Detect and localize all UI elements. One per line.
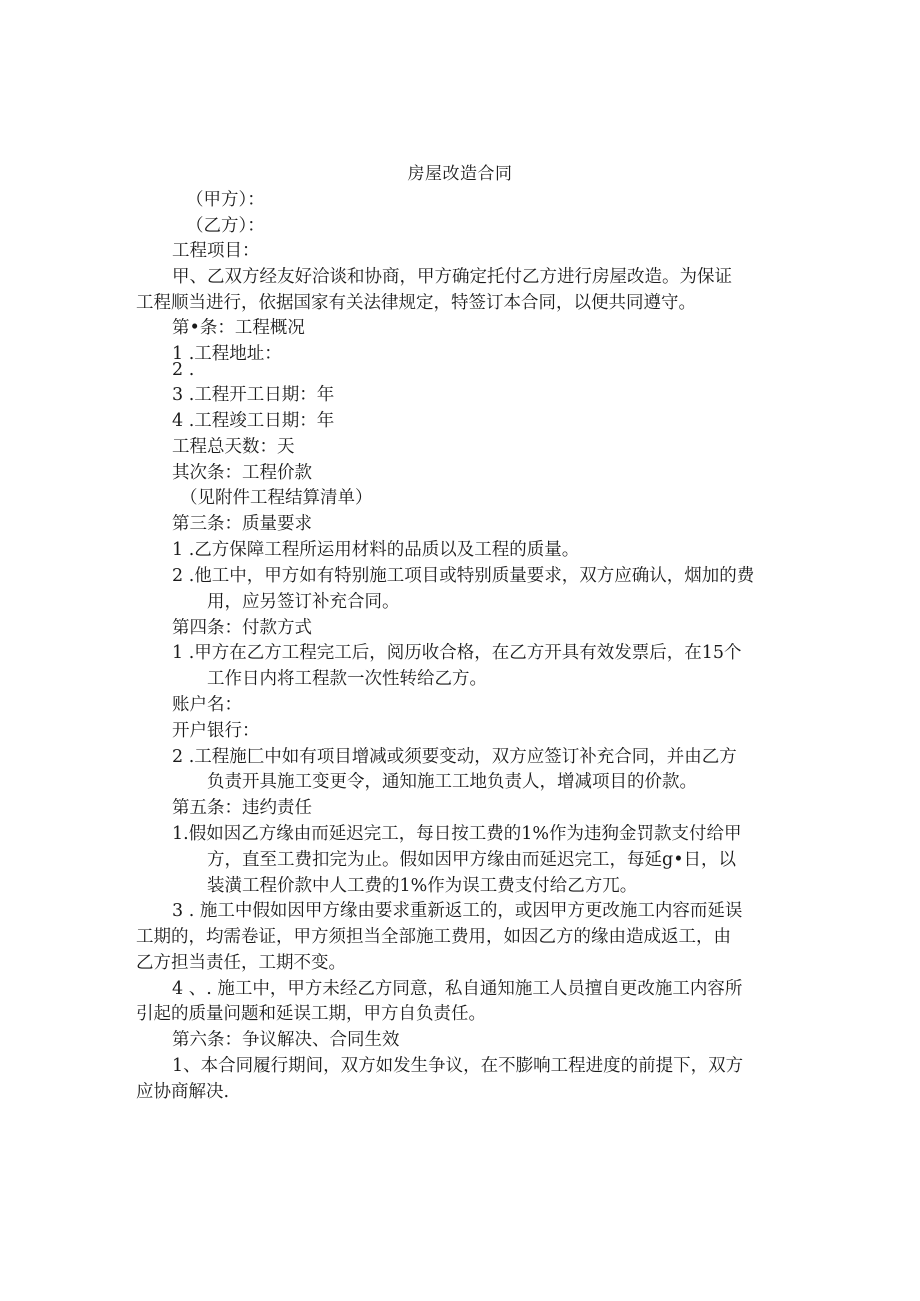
article-4-item-1-line-2: 工作日内将工程款一次性转给乙方。 <box>207 669 487 689</box>
article-1-item-3: 3 .工程开工日期：年 <box>172 385 335 405</box>
article-5-item-1-line-3: 装潢工程价款中人工费的1%作为误工费支付给乙方兀。 <box>207 876 638 896</box>
party-a-line: （甲方）： <box>186 190 265 210</box>
article-5-item-1-line-2: 方，直至工费扣完为止。假如因甲方缘由而延迟完工，每延g•日，以 <box>207 850 737 870</box>
article-1-total-days: 工程总天数：天 <box>172 437 295 457</box>
article-4-item-1-line-1: 1 .甲方在乙方工程完工后，阅历收合格，在乙方开具有效发票后，在15个 <box>172 643 742 663</box>
article-5-item-4-line-1: 4 、. 施工中，甲方未经乙方同意，私自通知施工人员擅自更改施工内容所 <box>172 979 743 999</box>
article-5-item-1-line-1: 1.假如因乙方缘由而延迟完工，每日按工费的1%作为违狗金罚款支付给甲 <box>172 824 742 844</box>
article-2-note: （见附件工程结算清单） <box>180 488 373 508</box>
article-6-item-1-line-1: 1、本合同履行期间，双方如发生争议，在不膨响工程进度的前提下，双方 <box>172 1056 744 1076</box>
article-3-item-2-line-2: 用，应另签订补充合同。 <box>207 592 400 612</box>
article-4-item-2-line-1: 2 .工程施匚中如有项目增减或须要变动，双方应签订补充合同，并由乙方 <box>172 747 737 767</box>
article-5-item-3-line-1: 3 . 施工中假如因甲方缘由要求重新返工的，或因甲方更改施工内容而延误 <box>172 901 743 921</box>
article-1-item-4: 4 .工程竣工日期：年 <box>172 411 335 431</box>
article-4-item-2-line-2: 负责开具施工变更令，通知施工工地负责人，增减项目的价款。 <box>207 772 697 792</box>
article-1-item-2: 2 . <box>172 360 195 380</box>
article-3-heading: 第三条：质量要求 <box>172 514 312 534</box>
article-5-item-4-line-2: 引起的质量问题和延误工期，甲方自负责任。 <box>136 1004 486 1024</box>
article-3-item-1: 1 .乙方保障工程所运用材料的品质以及工程的质量。 <box>172 540 580 560</box>
article-5-item-3-line-3: 乙方担当责任，工期不变。 <box>136 953 346 973</box>
article-6-item-1-line-2: 应协商解决. <box>136 1082 230 1102</box>
intro-line-2: 工程顺当进行，依据国家有关法律规定，特签订本合同，以便共同遵守。 <box>136 293 696 313</box>
article-6-heading: 第六条：争议解决、合同生效 <box>172 1030 400 1050</box>
document-title: 房屋改造合同 <box>407 164 513 184</box>
article-2-heading: 其次条：工程价款 <box>172 463 312 483</box>
party-b-line: （乙方）： <box>186 216 265 236</box>
intro-line-1: 甲、乙双方经友好洽谈和协商，甲方确定托付乙方进行房屋改造。为保证 <box>172 267 732 287</box>
article-1-heading: 第•条：工程概况 <box>172 318 305 338</box>
article-4-heading: 第四条：付款方式 <box>172 618 312 638</box>
article-5-item-3-line-2: 工期的，均需卷证，甲方须担当全部施工费用，如因乙方的缘由造成返工，由 <box>136 927 731 947</box>
article-1-item-1: 1 .工程地址： <box>172 344 282 364</box>
article-3-item-2-line-1: 2 .他工中，甲方如有特别施工项目或特别质量要求，双方应确认，烟加的费 <box>172 566 755 586</box>
project-line: 工程项目： <box>172 241 260 261</box>
article-5-heading: 第五条：违约责任 <box>172 798 312 818</box>
article-4-account-name: 账户名： <box>172 695 242 715</box>
article-4-bank: 开户银行： <box>172 721 260 741</box>
